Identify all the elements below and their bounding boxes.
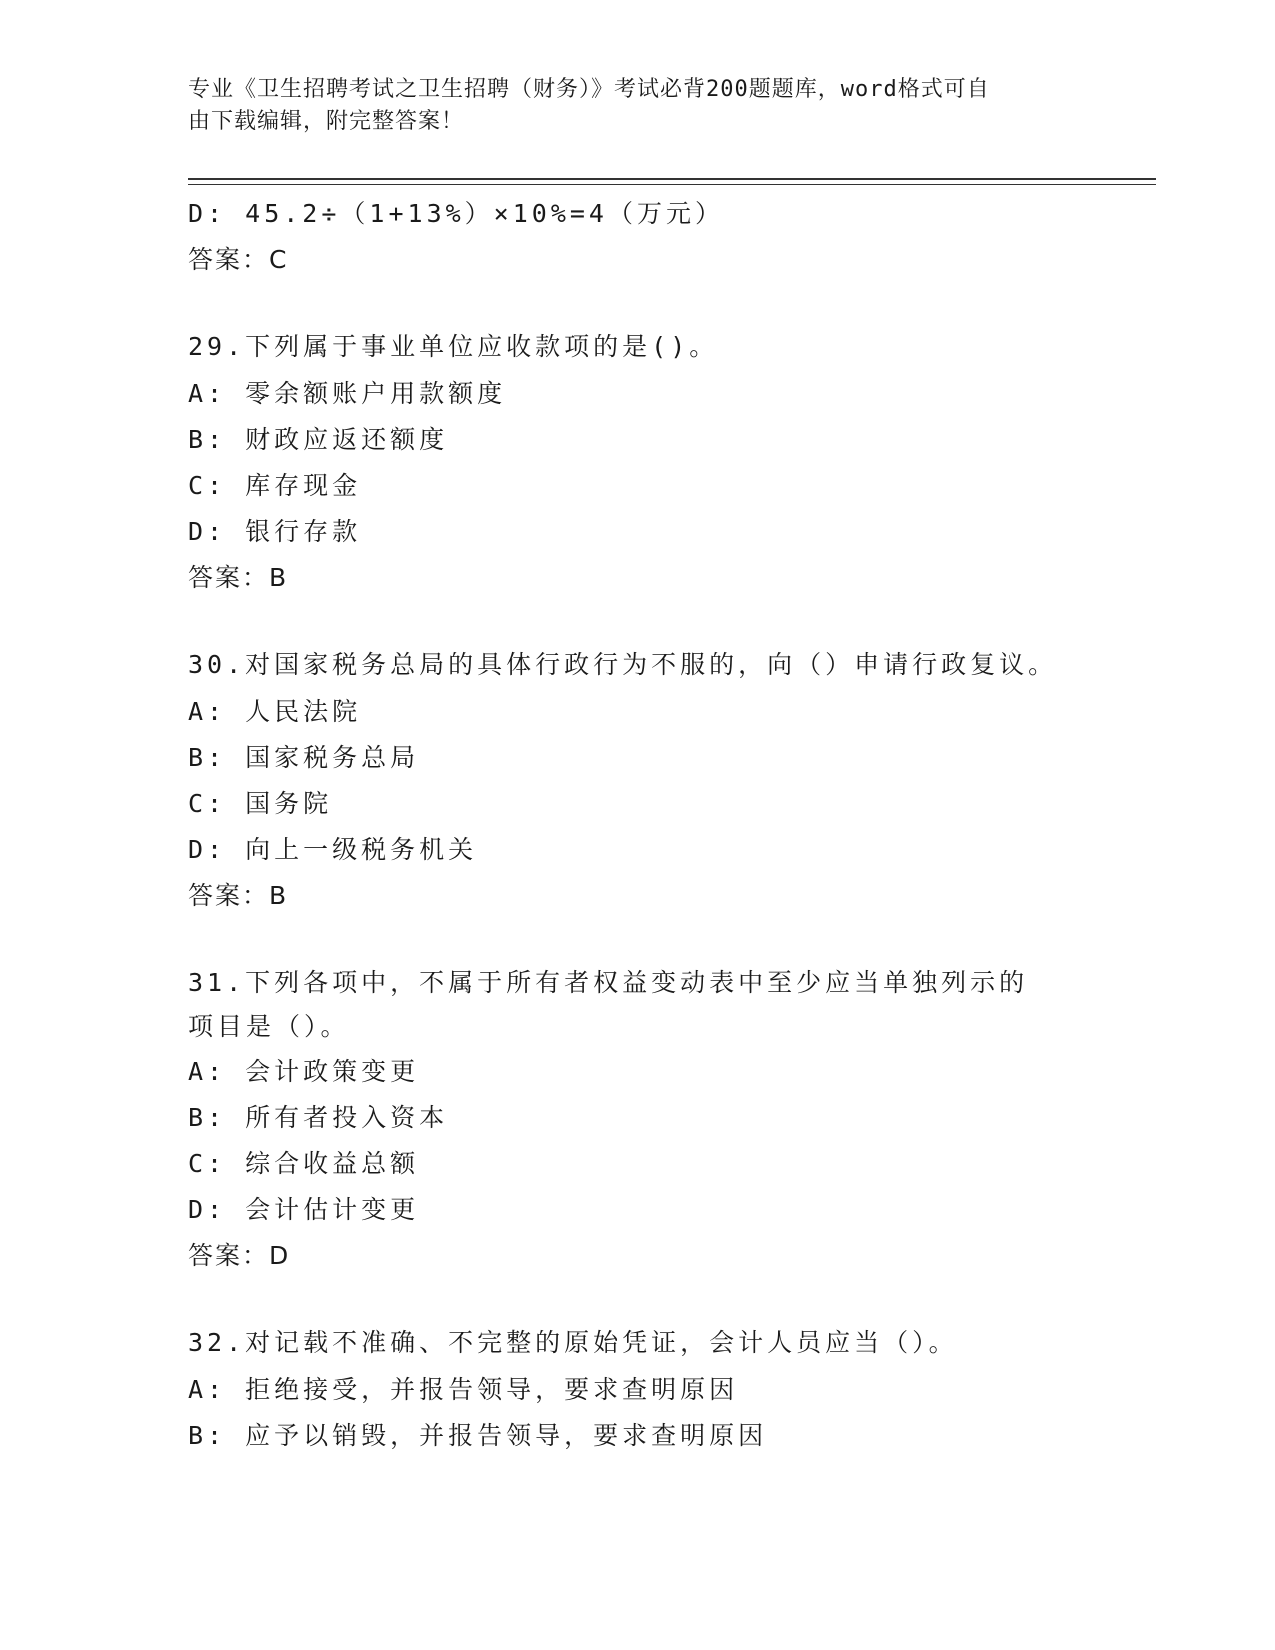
question-title: 30.对国家税务总局的具体行政行为不服的，向（）申请行政复议。: [188, 650, 1058, 679]
question-title: 32.对记载不准确、不完整的原始凭证，会计人员应当（）。: [188, 1328, 958, 1357]
question-32: [188, 1321, 1088, 1459]
option-c: C: 综合收益总额: [188, 1149, 420, 1178]
question-30: [188, 643, 1088, 919]
option-a: A: 会计政策变更: [188, 1057, 420, 1086]
option-b: B: 财政应返还额度: [188, 425, 449, 454]
answer: 答案：B: [188, 881, 289, 910]
prev-answer: 答案：C: [188, 245, 289, 274]
option-a: A: 拒绝接受，并报告领导，要求查明原因: [188, 1375, 739, 1404]
option-b: B: 所有者投入资本: [188, 1103, 449, 1132]
answer: 答案：D: [188, 1241, 291, 1270]
document-body: [188, 191, 1088, 1459]
document-header: [188, 74, 1088, 138]
question-31: [188, 961, 1088, 1279]
prev-option-d: D: 45.2÷（1+13%）×10%=4（万元）: [188, 199, 724, 228]
header-divider-thick: [188, 178, 1156, 180]
question-29: [188, 325, 1088, 601]
option-d: D: 银行存款: [188, 517, 362, 546]
option-b: B: 应予以销毁，并报告领导，要求查明原因: [188, 1421, 768, 1450]
option-d: D: 向上一级税务机关: [188, 835, 478, 864]
header-line-1: 专业《卫生招聘考试之卫生招聘（财务）》考试必背200题题库，word格式可自: [188, 77, 990, 102]
option-b: B: 国家税务总局: [188, 743, 420, 772]
question-title: 29.下列属于事业单位应收款项的是()。: [188, 332, 719, 361]
option-d: D: 会计估计变更: [188, 1195, 420, 1224]
option-a: A: 零余额账户用款额度: [188, 379, 507, 408]
option-c: C: 国务院: [188, 789, 333, 818]
option-c: C: 库存现金: [188, 471, 362, 500]
header-divider-thin: [188, 184, 1156, 185]
header-line-2: 由下载编辑，附完整答案！: [188, 109, 465, 134]
option-a: A: 人民法院: [188, 697, 362, 726]
question-title: 31.下列各项中，不属于所有者权益变动表中至少应当单独列示的项目是（）。: [188, 968, 1029, 1041]
answer: 答案：B: [188, 563, 289, 592]
